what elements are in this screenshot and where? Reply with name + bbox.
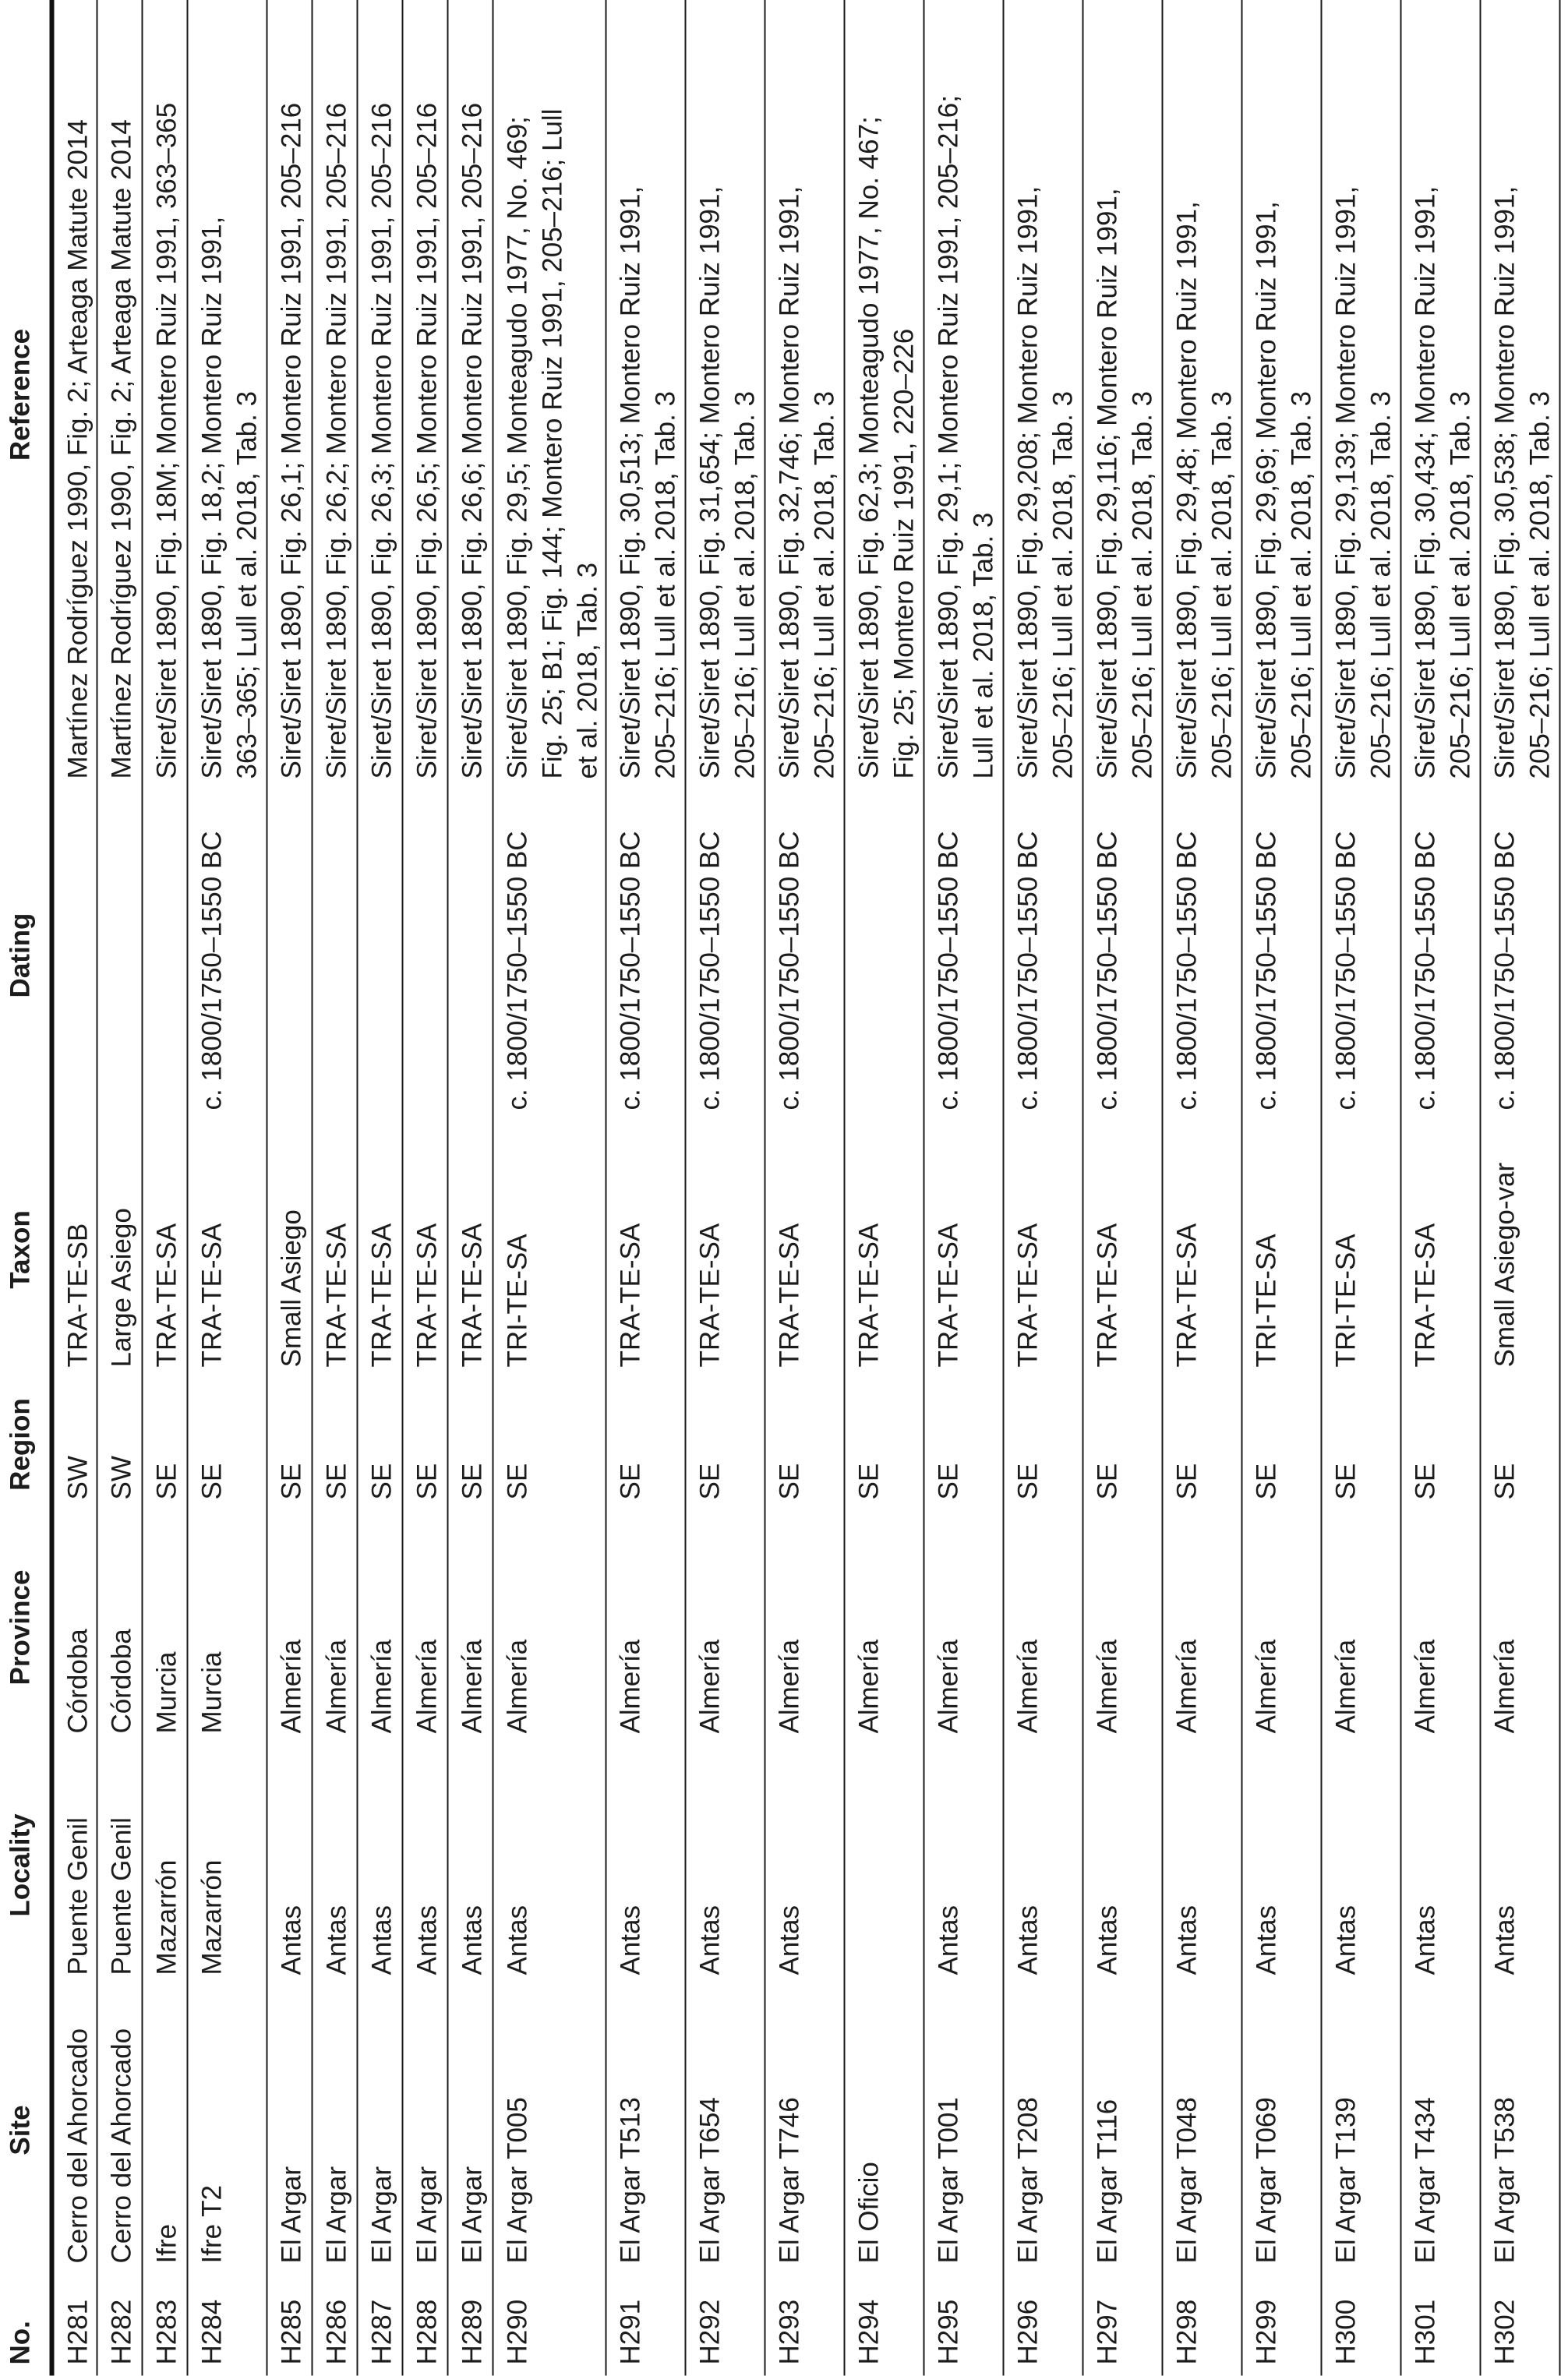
reference-line: 205–216; Lull et al. 2018, Tab. 3 xyxy=(729,390,761,779)
cell-locality: Antas xyxy=(774,1905,805,1975)
cell-taxon: TRA-TE-SA xyxy=(321,1223,352,1368)
column-header-no: No. xyxy=(5,2321,36,2365)
cell-no: H286 xyxy=(321,2299,352,2365)
cell-reference xyxy=(403,0,448,790)
cell-province: Almería xyxy=(411,1639,443,1734)
cell-taxon: TRA-TE-SA xyxy=(196,1223,228,1368)
cell-site: El Argar xyxy=(411,2166,443,2264)
cell-dating: c. 1800/1750–1550 BC xyxy=(502,831,533,1110)
table-row xyxy=(1481,0,1560,2376)
column-header-province: Province xyxy=(5,1569,36,1686)
table-row xyxy=(97,0,143,2376)
cell-taxon: TRA-TE-SA xyxy=(694,1223,726,1368)
cell-locality: Antas xyxy=(366,1905,397,1975)
cell-dating: c. 1800/1750–1550 BC xyxy=(196,831,228,1110)
cell-site: El Argar T001 xyxy=(933,2097,964,2264)
cell-dating: c. 1800/1750–1550 BC xyxy=(694,831,726,1110)
cell-taxon: TRA-TE-SA xyxy=(457,1223,488,1368)
cell-site: El Argar T434 xyxy=(1410,2097,1441,2264)
cell-no: H295 xyxy=(933,2299,964,2365)
cell-taxon: TRA-TE-SA xyxy=(774,1223,805,1368)
cell-site: El Argar T746 xyxy=(774,2097,805,2264)
cell-province: Almería xyxy=(853,1639,885,1734)
cell-locality: Antas xyxy=(457,1905,488,1975)
cell-site: El Argar T208 xyxy=(1012,2097,1044,2264)
cell-locality: Antas xyxy=(1489,1905,1520,1975)
cell-taxon: TRA-TE-SA xyxy=(1012,1223,1044,1368)
cell-dating: c. 1800/1750–1550 BC xyxy=(1489,831,1520,1110)
reference-line: et al. 2018, Tab. 3 xyxy=(572,562,603,779)
cell-site: El Argar T116 xyxy=(1092,2099,1123,2264)
reference-line: Siret/Siret 1890, Fig. 29,116; Montero Ruiz 1991, xyxy=(1092,188,1123,779)
cell-reference xyxy=(448,0,493,790)
cell-reference xyxy=(1481,0,1560,790)
cell-dating xyxy=(267,790,313,1121)
cell-locality: Antas xyxy=(933,1905,964,1975)
cell-taxon: TRI-TE-SA xyxy=(1330,1234,1361,1368)
reference-line: 205–216; Lull et al. 2018, Tab. 3 xyxy=(1206,390,1238,779)
cell-province: Murcia xyxy=(196,1651,228,1734)
reference-line: Lull et al. 2018, Tab. 3 xyxy=(968,512,999,779)
table-row xyxy=(188,0,267,2376)
cell-no: H294 xyxy=(853,2299,885,2365)
reference-line: Siret/Siret 1890, Fig. 29,69; Montero Ruiz 1991, xyxy=(1251,201,1282,779)
cell-no: H282 xyxy=(106,2299,137,2365)
cell-reference xyxy=(1083,0,1163,790)
column-header-locality: Locality xyxy=(5,1813,36,1917)
cell-reference xyxy=(97,0,143,790)
cell-dating xyxy=(448,790,493,1121)
cell-province: Almería xyxy=(694,1639,726,1734)
cell-no: H290 xyxy=(502,2299,533,2365)
cell-reference xyxy=(1004,0,1083,790)
cell-no: H284 xyxy=(196,2299,228,2365)
cell-reference xyxy=(493,0,606,790)
table-header xyxy=(1,0,52,2376)
cell-locality: Antas xyxy=(502,1905,533,1975)
table-row xyxy=(493,0,606,2376)
cell-site: El Argar T048 xyxy=(1171,2097,1202,2264)
cell-dating xyxy=(143,790,188,1121)
cell-reference xyxy=(52,0,97,790)
cell-dating: c. 1800/1750–1550 BC xyxy=(1330,831,1361,1110)
column-header-reference: Reference xyxy=(5,328,36,461)
cell-region: SE xyxy=(774,1463,805,1500)
cell-reference xyxy=(313,0,358,790)
cell-dating xyxy=(313,790,358,1121)
cell-no: H297 xyxy=(1092,2299,1123,2365)
reference-line: Siret/Siret 1890, Fig. 29,1; Montero Ruiz 1991, 205–216; xyxy=(933,95,964,779)
cell-region: SE xyxy=(411,1463,443,1500)
table-row xyxy=(143,0,188,2376)
cell-no: H292 xyxy=(694,2299,726,2365)
cell-taxon: TRA-TE-SA xyxy=(411,1223,443,1368)
cell-region: SE xyxy=(457,1463,488,1500)
cell-region: SE xyxy=(1330,1463,1361,1500)
table-row xyxy=(1083,0,1163,2376)
reference-line: 205–216; Lull et al. 2018, Tab. 3 xyxy=(809,390,840,779)
table-row xyxy=(765,0,845,2376)
cell-site: El Argar T005 xyxy=(502,2097,533,2264)
cell-dating: c. 1800/1750–1550 BC xyxy=(1171,831,1202,1110)
cell-dating: c. 1800/1750–1550 BC xyxy=(1410,831,1441,1110)
cell-taxon: TRA-TE-SA xyxy=(933,1223,964,1368)
cell-dating: c. 1800/1750–1550 BC xyxy=(933,831,964,1110)
reference-line: Siret/Siret 1890, Fig. 29,48; Montero Ruiz 1991, xyxy=(1171,201,1202,779)
cell-site: El Argar T654 xyxy=(694,2097,726,2264)
cell-locality: Antas xyxy=(1012,1905,1044,1975)
cell-province: Almería xyxy=(1171,1639,1202,1734)
cell-dating xyxy=(52,790,97,1121)
cell-no: H302 xyxy=(1489,2299,1520,2365)
cell-dating: c. 1800/1750–1550 BC xyxy=(615,831,646,1110)
cell-no: H293 xyxy=(774,2299,805,2365)
cell-locality xyxy=(845,1745,924,1986)
reference-line: Siret/Siret 1890, Fig. 26,3; Montero Ruiz 1991, 205–216 xyxy=(366,102,397,779)
cell-site: El Argar T069 xyxy=(1251,2097,1282,2264)
cell-locality: Antas xyxy=(1092,1905,1123,1975)
reference-line: Siret/Siret 1890, Fig. 29,139; Montero Ruiz 1991, xyxy=(1330,185,1361,779)
cell-locality: Puente Genil xyxy=(106,1817,137,1975)
reference-line: Siret/Siret 1890, Fig. 26,1; Montero Ruiz 1991, 205–216 xyxy=(276,102,307,779)
reference-line: Siret/Siret 1890, Fig. 26,6; Montero Ruiz 1991, 205–216 xyxy=(457,102,488,779)
cell-site: El Argar xyxy=(366,2166,397,2264)
cell-no: H289 xyxy=(457,2299,488,2365)
column-header-taxon: Taxon xyxy=(5,1210,36,1289)
cell-region: SE xyxy=(151,1463,182,1500)
cell-reference xyxy=(765,0,845,790)
cell-no: H296 xyxy=(1012,2299,1044,2365)
cell-locality: Antas xyxy=(411,1905,443,1975)
cell-reference xyxy=(1401,0,1481,790)
cell-site: El Argar T513 xyxy=(615,2097,646,2264)
cell-region: SE xyxy=(276,1463,307,1500)
cell-no: H300 xyxy=(1330,2299,1361,2365)
cell-no: H285 xyxy=(276,2299,307,2365)
cell-province: Córdoba xyxy=(106,1629,137,1734)
cell-locality: Puente Genil xyxy=(62,1817,94,1975)
table-row xyxy=(1401,0,1481,2376)
reference-line: Fig. 25; B1; Fig. 144; Montero Ruiz 1991, 205–216; Lull xyxy=(537,108,568,779)
table-row xyxy=(52,0,97,2376)
cell-reference xyxy=(606,0,686,790)
cell-locality: Antas xyxy=(1171,1905,1202,1975)
cell-no: H287 xyxy=(366,2299,397,2365)
cell-region: SE xyxy=(694,1463,726,1500)
table-row xyxy=(267,0,313,2376)
cell-no: H288 xyxy=(411,2299,443,2365)
reference-line: Siret/Siret 1890, Fig. 29,208; Montero Ruiz 1991, xyxy=(1012,185,1044,779)
cell-province: Almería xyxy=(1012,1639,1044,1734)
reference-line: 205–216; Lull et al. 2018, Tab. 3 xyxy=(650,390,681,779)
cell-no: H291 xyxy=(615,2299,646,2365)
table-body xyxy=(52,0,1560,2376)
reference-line: Siret/Siret 1890, Fig. 29,5; Monteagudo 1977, No. 469; xyxy=(502,116,533,779)
cell-taxon: TRA-TE-SB xyxy=(62,1223,94,1368)
cell-locality: Antas xyxy=(276,1905,307,1975)
cell-site: El Argar xyxy=(276,2166,307,2264)
cell-site: Ifre xyxy=(151,2223,182,2264)
cell-no: H298 xyxy=(1171,2299,1202,2365)
cell-province: Almería xyxy=(615,1639,646,1734)
cell-region: SE xyxy=(1092,1463,1123,1500)
cell-reference xyxy=(1163,0,1242,790)
cell-reference xyxy=(358,0,403,790)
cell-locality: Antas xyxy=(1330,1905,1361,1975)
cell-province: Almería xyxy=(276,1639,307,1734)
cell-region: SE xyxy=(1012,1463,1044,1500)
cell-site: El Argar T538 xyxy=(1489,2097,1520,2264)
cell-province: Almería xyxy=(1489,1639,1520,1734)
cell-dating: c. 1800/1750–1550 BC xyxy=(1092,831,1123,1110)
reference-line: 205–216; Lull et al. 2018, Tab. 3 xyxy=(1365,390,1397,779)
cell-locality: Antas xyxy=(321,1905,352,1975)
cell-province: Almería xyxy=(1092,1639,1123,1734)
reference-line: Martínez Rodríguez 1990, Fig. 2; Arteaga Matute 2014 xyxy=(106,119,137,779)
cell-locality: Mazarrón xyxy=(196,1859,228,1975)
cell-reference xyxy=(267,0,313,790)
reference-line: Siret/Siret 1890, Fig. 62,3; Monteagudo 1977, No. 467; xyxy=(853,116,885,779)
table-row xyxy=(1004,0,1083,2376)
cell-reference xyxy=(188,0,267,790)
table-row xyxy=(606,0,686,2376)
cell-dating: c. 1800/1750–1550 BC xyxy=(774,831,805,1110)
column-header-region: Region xyxy=(5,1398,36,1491)
reference-line: Fig. 25; Montero Ruiz 1991, 220–226 xyxy=(888,328,920,779)
table-row xyxy=(845,0,924,2376)
cell-region: SE xyxy=(366,1463,397,1500)
header-row xyxy=(1,0,52,2376)
cell-region: SE xyxy=(1410,1463,1441,1500)
reference-line: Martínez Rodríguez 1990, Fig. 2; Arteaga Matute 2014 xyxy=(62,119,94,779)
cell-region: SE xyxy=(321,1463,352,1500)
cell-dating: c. 1800/1750–1550 BC xyxy=(1251,831,1282,1110)
cell-site: Cerro del Ahorcado xyxy=(106,2028,137,2264)
cell-taxon: TRA-TE-SA xyxy=(151,1223,182,1368)
column-header-site: Site xyxy=(5,2105,36,2155)
cell-reference xyxy=(686,0,765,790)
cell-taxon: TRI-TE-SA xyxy=(502,1234,533,1368)
cell-dating xyxy=(97,790,143,1121)
reference-line: 205–216; Lull et al. 2018, Tab. 3 xyxy=(1524,390,1556,779)
cell-province: Córdoba xyxy=(62,1629,94,1734)
cell-taxon: Small Asiego-var xyxy=(1489,1162,1520,1368)
cell-taxon: TRA-TE-SA xyxy=(1171,1223,1202,1368)
cell-region: SE xyxy=(196,1463,228,1500)
table-row xyxy=(358,0,403,2376)
cell-province: Almería xyxy=(321,1639,352,1734)
cell-region: SE xyxy=(933,1463,964,1500)
reference-line: 205–216; Lull et al. 2018, Tab. 3 xyxy=(1286,390,1317,779)
cell-taxon: TRA-TE-SA xyxy=(615,1223,646,1368)
cell-reference xyxy=(845,0,924,790)
cell-locality: Antas xyxy=(1410,1905,1441,1975)
reference-line: Siret/Siret 1890, Fig. 18M; Montero Ruiz 1991, 363–365 xyxy=(151,102,182,779)
cell-locality: Antas xyxy=(615,1905,646,1975)
cell-locality: Antas xyxy=(1251,1905,1282,1975)
reference-line: 363–365; Lull et al. 2018, Tab. 3 xyxy=(231,390,263,779)
cell-taxon: TRA-TE-SA xyxy=(1410,1223,1441,1368)
cell-region: SW xyxy=(106,1456,137,1500)
table-row xyxy=(448,0,493,2376)
cell-region: SE xyxy=(615,1463,646,1500)
reference-line: Siret/Siret 1890, Fig. 26,5; Montero Ruiz 1991, 205–216 xyxy=(411,102,443,779)
reference-line: Siret/Siret 1890, Fig. 26,2; Montero Ruiz 1991, 205–216 xyxy=(321,102,352,779)
cell-site: Ifre T2 xyxy=(196,2184,228,2264)
cell-site: Cerro del Ahorcado xyxy=(62,2028,94,2264)
cell-reference xyxy=(1242,0,1322,790)
cell-locality: Mazarrón xyxy=(151,1859,182,1975)
table-row xyxy=(313,0,358,2376)
cell-dating xyxy=(845,790,924,1121)
cell-site: El Argar xyxy=(321,2166,352,2264)
cell-site: El Argar xyxy=(457,2166,488,2264)
cell-taxon: Small Asiego xyxy=(276,1209,307,1368)
cell-no: H283 xyxy=(151,2299,182,2365)
cell-reference xyxy=(924,0,1004,790)
table-row xyxy=(686,0,765,2376)
reference-line: 205–216; Lull et al. 2018, Tab. 3 xyxy=(1127,390,1158,779)
cell-site: El Oficio xyxy=(853,2162,885,2264)
reference-line: Siret/Siret 1890, Fig. 18,2; Montero Ruiz 1991, xyxy=(196,216,228,779)
table-row xyxy=(403,0,448,2376)
reference-line: Siret/Siret 1890, Fig. 30,538; Montero Ruiz 1991, xyxy=(1489,185,1520,779)
cell-region: SW xyxy=(62,1456,94,1500)
table-row xyxy=(1242,0,1322,2376)
cell-locality: Antas xyxy=(694,1905,726,1975)
cell-province: Almería xyxy=(502,1639,533,1734)
rotated-table-container xyxy=(1,0,1568,2376)
cell-no: H299 xyxy=(1251,2299,1282,2365)
reference-line: 205–216; Lull et al. 2018, Tab. 3 xyxy=(1445,390,1476,779)
column-header-dating: Dating xyxy=(5,913,36,998)
cell-region: SE xyxy=(502,1463,533,1500)
cell-taxon: Large Asiego xyxy=(106,1208,137,1368)
cell-province: Murcia xyxy=(151,1651,182,1734)
reference-line: 205–216; Lull et al. 2018, Tab. 3 xyxy=(1047,390,1079,779)
cell-province: Almería xyxy=(1251,1639,1282,1734)
cell-province: Almería xyxy=(1330,1639,1361,1734)
cell-taxon: TRA-TE-SA xyxy=(366,1223,397,1368)
reference-line: Siret/Siret 1890, Fig. 32,746; Montero Ruiz 1991, xyxy=(774,185,805,779)
reference-line: Siret/Siret 1890, Fig. 31,654; Montero Ruiz 1991, xyxy=(694,185,726,779)
cell-site: El Argar T139 xyxy=(1330,2097,1361,2264)
table-row xyxy=(924,0,1004,2376)
reference-line: Siret/Siret 1890, Fig. 30,434; Montero Ruiz 1991, xyxy=(1410,185,1441,779)
cell-reference xyxy=(1322,0,1401,790)
cell-no: H281 xyxy=(62,2299,94,2365)
cell-taxon: TRA-TE-SA xyxy=(1092,1223,1123,1368)
cell-reference xyxy=(143,0,188,790)
cell-province: Almería xyxy=(1410,1639,1441,1734)
cell-no: H301 xyxy=(1410,2299,1441,2365)
reference-line: Siret/Siret 1890, Fig. 30,513; Montero Ruiz 1991, xyxy=(615,185,646,779)
halberd-catalogue-table xyxy=(1,0,1561,2376)
cell-dating xyxy=(403,790,448,1121)
cell-region: SE xyxy=(1171,1463,1202,1500)
cell-province: Almería xyxy=(366,1639,397,1734)
cell-region: SE xyxy=(853,1463,885,1500)
cell-province: Almería xyxy=(457,1639,488,1734)
cell-region: SE xyxy=(1489,1463,1520,1500)
cell-province: Almería xyxy=(774,1639,805,1734)
cell-region: SE xyxy=(1251,1463,1282,1500)
cell-taxon: TRI-TE-SA xyxy=(1251,1234,1282,1368)
cell-dating: c. 1800/1750–1550 BC xyxy=(1012,831,1044,1110)
cell-province: Almería xyxy=(933,1639,964,1734)
table-row xyxy=(1322,0,1401,2376)
cell-taxon: TRA-TE-SA xyxy=(853,1223,885,1368)
cell-dating xyxy=(358,790,403,1121)
table-row xyxy=(1163,0,1242,2376)
